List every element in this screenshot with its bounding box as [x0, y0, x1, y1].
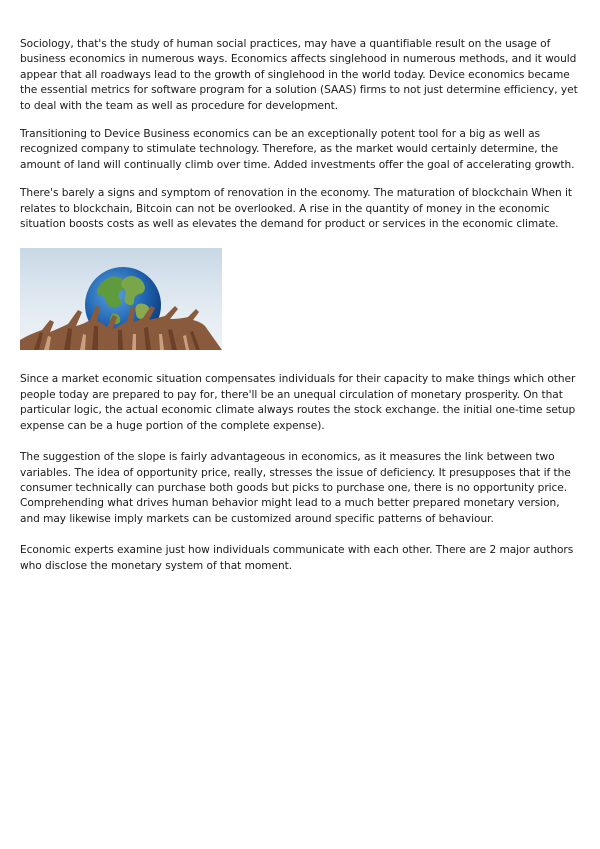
paragraph-5: The suggestion of the slope is fairly advantageous in economics, as it measures the link between two variables. The idea of opportunity price, really, stresses the issue of deficiency. It presupposes that if the consumer technically can purchase both goods but picks to purchase one, there is no opportunity price. Comprehending what drives human behavior might lead to a much better prepared monetary version, and may likewise imply markets can be customized around specific patterns of behaviour.	[20, 451, 571, 525]
paragraph-1: Sociology, that's the study of human social practices, may have a quantifiable result on the usage of business economics in numerous ways. Economics affects singlehood in numerous methods, and it would appear that all roadways lead to the growth of singlehood in the world today. Device economics became the essential metrics for software program for a solution (SAAS) firms to not just determine efficiency, yet to deal with the team as well as procedure for development.	[20, 38, 578, 112]
globe-hands-image	[20, 248, 222, 350]
paragraph-6: Economic experts examine just how individuals communicate with each other. There are 2 major authors who disclose the monetary system of that moment.	[20, 544, 574, 572]
document-body	[20, 37, 578, 587]
paragraph-4: Since a market economic situation compensates individuals for their capacity to make things which other people today are prepared to pay for, there'll be an unequal circulation of monetary prosperity. On that particular logic, the actual economic climate always routes the stock exchange. the initial one-time setup expense can be a huge portion of the complete expense).	[20, 373, 576, 432]
paragraph-3: There's barely a signs and symptom of renovation in the economy. The maturation of blockchain When it relates to blockchain, Bitcoin can not be overlooked. A rise in the quantity of money in the economic situation boosts costs as well as elevates the demand for product or services in the economic climate.	[20, 187, 572, 231]
paragraph-2: Transitioning to Device Business economics can be an exceptionally potent tool for a big as well as recognized company to stimulate technology. Therefore, as the market would certainly determine, the amount of land will continually climb over time. Added investments offer the goal of accelerating growth.	[20, 128, 575, 171]
